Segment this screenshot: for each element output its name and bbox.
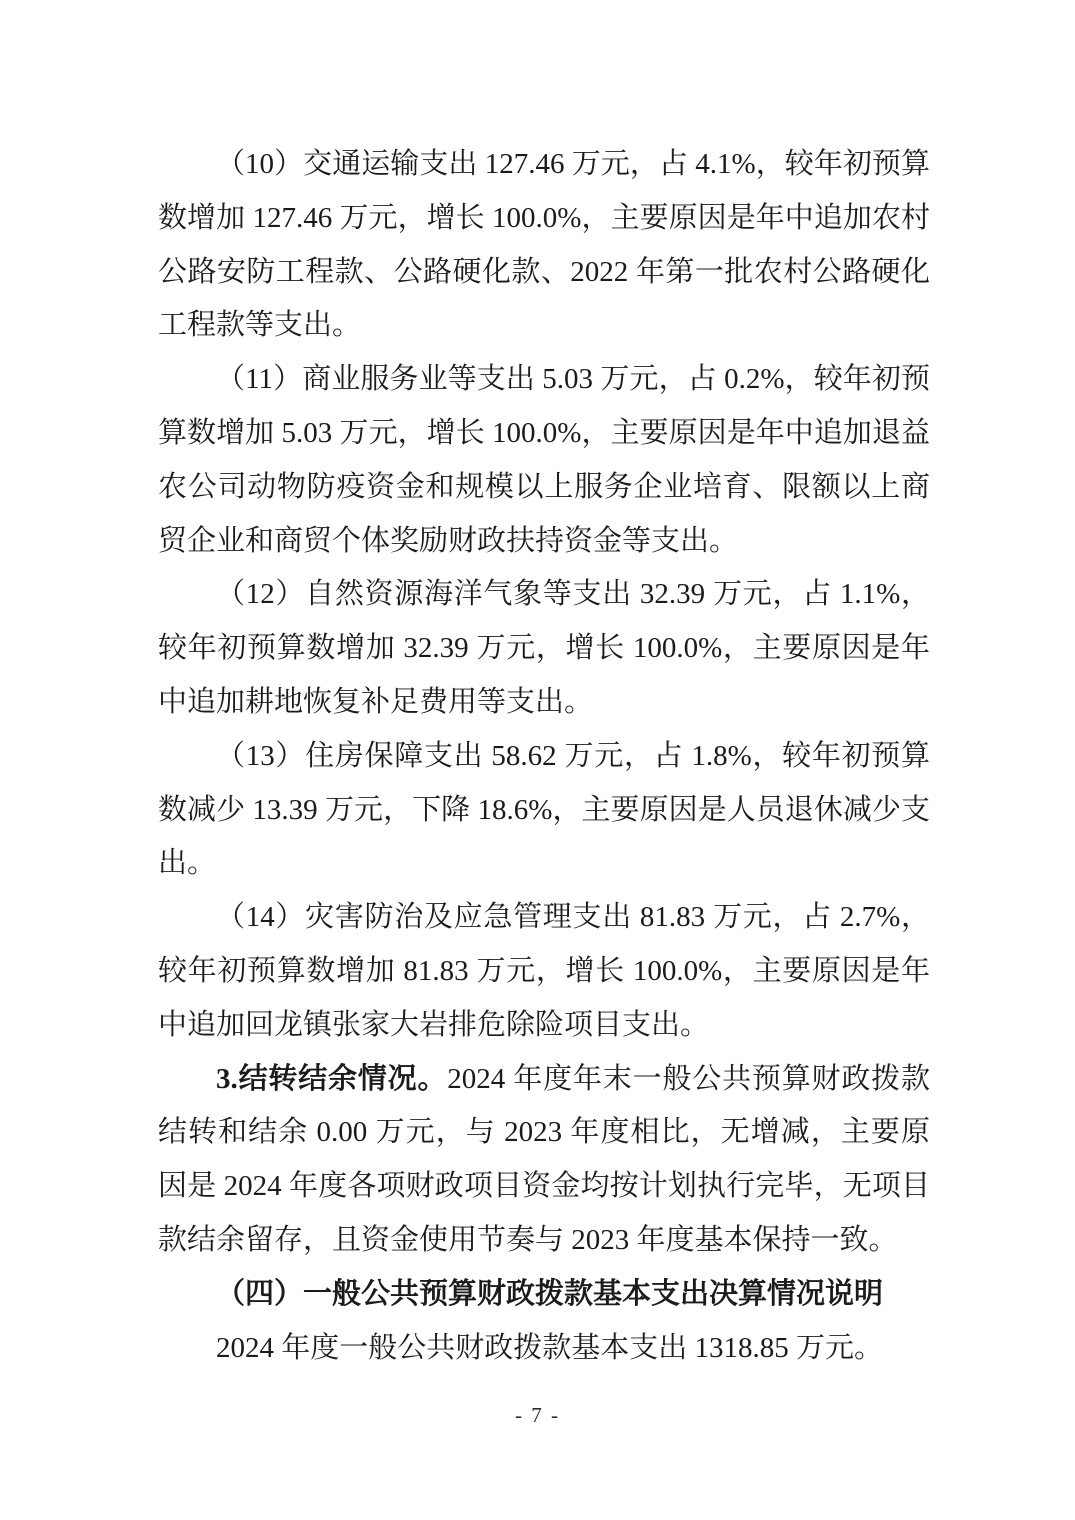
para-item-10-transport-expenditure [158, 138, 930, 353]
body-text-segment: （11）商业服务业等支出 5.03 万元，占 0.2%，较年初预算数增加 5.03 万元，增长 100.0%，主要原因是年中追加退益农公司动物防疫资金和规模以上服务企业培育、限额以上商贸企业和商贸个体奖励财政扶持资金等支出。 [158, 363, 930, 557]
para-item-13-housing-security-expenditure [158, 730, 930, 891]
page-number: - 7 - [515, 1403, 560, 1427]
para-item-12-natural-resources-expenditure [158, 568, 930, 729]
body-text-segment: （14）灾害防治及应急管理支出 81.83 万元，占 2.7%，较年初预算数增加 81.83 万元，增长 100.0%，主要原因是年中追加回龙镇张家大岩排危除险项目支出。 [158, 901, 930, 1041]
para-carryover-balance [158, 1053, 930, 1268]
body-text-segment: （12）自然资源海洋气象等支出 32.39 万元，占 1.1%，较年初预算数增加 32.39 万元，增长 100.0%，主要原因是年中追加耕地恢复补足费用等支出。 [158, 578, 930, 718]
para-item-14-disaster-prevention-expenditure [158, 891, 930, 1052]
body-text-segment: （10）交通运输支出 127.46 万元，占 4.1%，较年初预算数增加 127.46 万元，增长 100.0%，主要原因是年中追加农村公路安防工程款、公路硬化款、2022 年第一批农村公路硬化工程款等支出。 [158, 148, 930, 342]
body-text-segment: （13）住房保障支出 58.62 万元，占 1.8%，较年初预算数减少 13.39 万元，下降 18.6%，主要原因是人员退休减少支出。 [158, 739, 930, 880]
bold-text-segment: （四）一般公共预算财政拨款基本支出决算情况说明 [216, 1277, 884, 1310]
para-basic-expenditure-total [158, 1322, 930, 1376]
text-block [158, 138, 930, 1375]
body-text-segment: 2024 年度一般公共财政拨款基本支出 1318.85 万元。 [216, 1331, 884, 1364]
bold-text-segment: 3.结转结余情况。 [216, 1062, 448, 1095]
body-text-segment: 2024 年度年末一般公共预算财政拨款结转和结余 0.00 万元，与 2023 年度相比，无增减，主要原因是 2024 年度各项财政项目资金均按计划执行完毕，无项目款结余留存，且资金使用节奏与 2023 年度基本保持一致。 [158, 1062, 930, 1256]
para-section-4-heading [158, 1268, 930, 1322]
para-item-11-commerce-services-expenditure [158, 353, 930, 568]
